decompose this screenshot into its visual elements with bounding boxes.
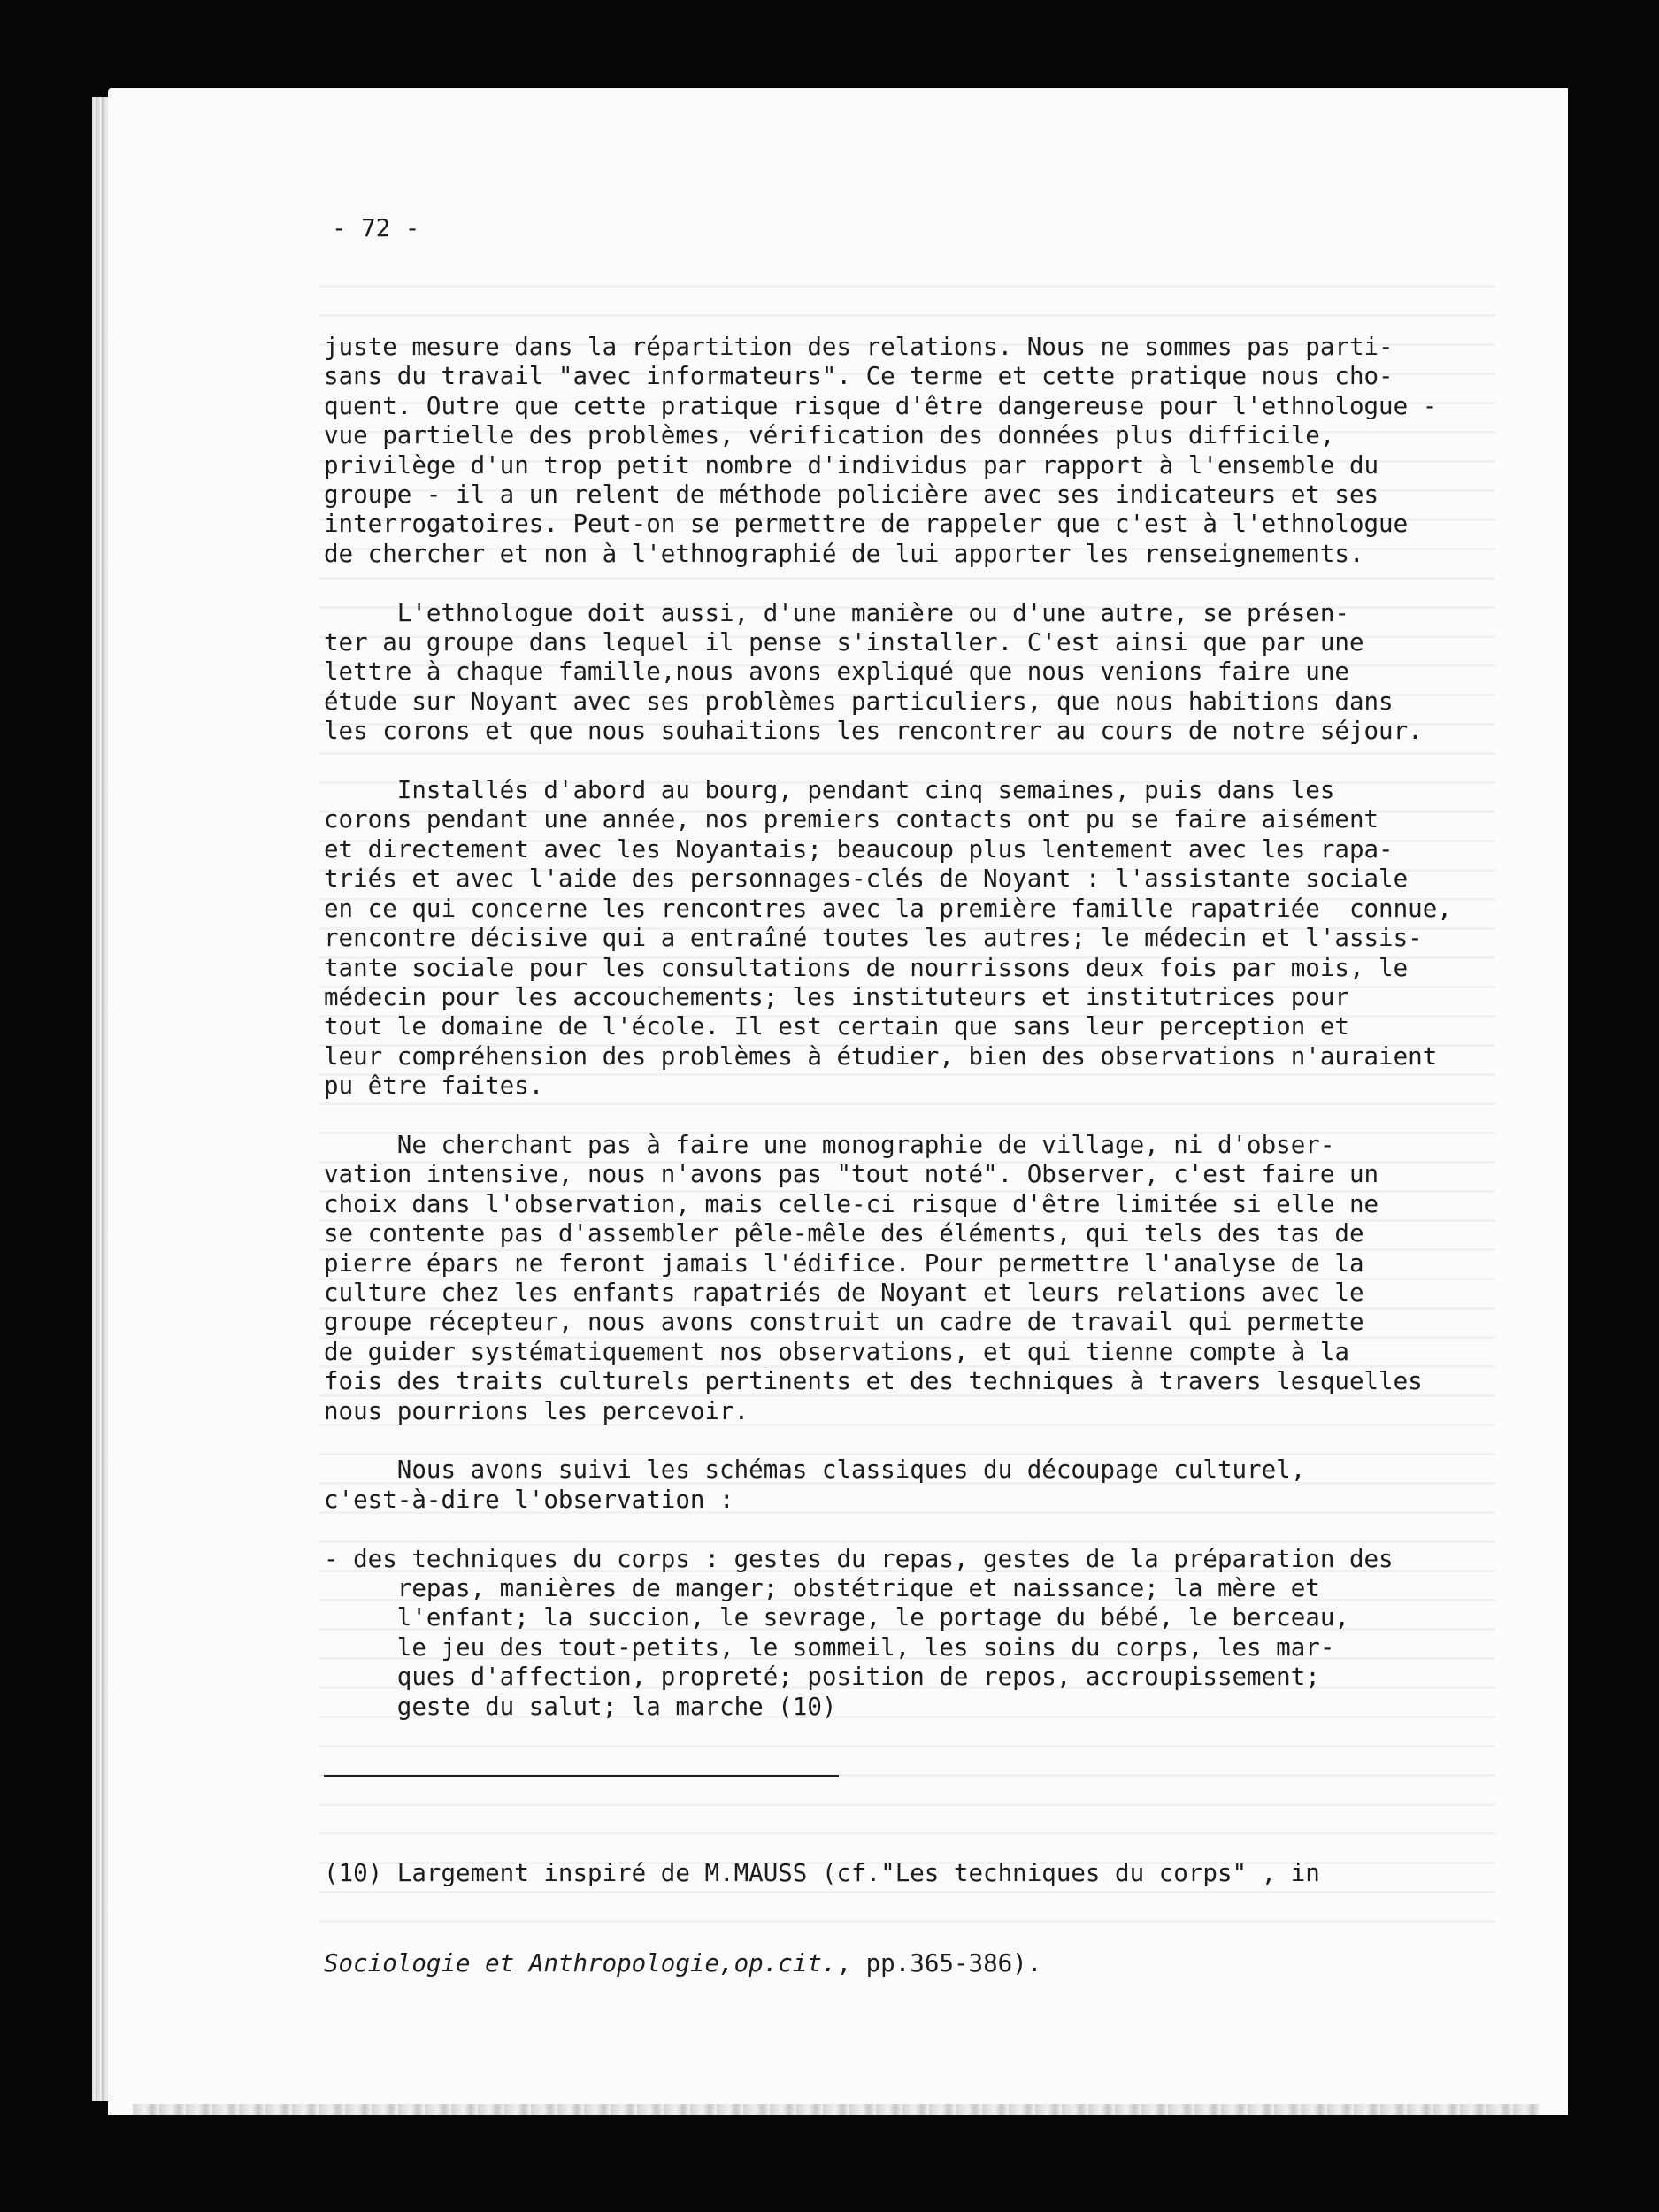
footnote-pages: , pp.365-386). <box>836 1949 1042 1978</box>
footnote-separator <box>324 1775 839 1777</box>
text-line: fois des traits culturels pertinents et des techniques à travers lesquelles <box>324 1367 1423 1396</box>
main-text-body <box>324 333 1452 1722</box>
paragraph-gap <box>324 1426 1452 1455</box>
text-line: c'est-à-dire l'observation : <box>324 1485 734 1514</box>
paragraph-gap <box>324 569 1452 598</box>
text-line: médecin pour les accouchements; les instituteurs et institutrices pour <box>324 982 1349 1011</box>
text-line: groupe récepteur, nous avons construit un cadre de travail qui permette <box>324 1308 1364 1337</box>
text-line: étude sur Noyant avec ses problèmes particuliers, que nous habitions dans <box>324 687 1394 716</box>
text-line: corons pendant une année, nos premiers contacts ont pu se faire aisément <box>324 805 1379 834</box>
paragraph-gap <box>324 1102 1452 1131</box>
footnote-line-2 <box>324 1948 1320 1978</box>
text-line: culture chez les enfants rapatriés de Noyant et leurs relations avec le <box>324 1278 1364 1307</box>
text-line: pu être faites. <box>324 1071 544 1101</box>
text-line: sans du travail "avec informateurs". Ce terme et cette pratique nous cho- <box>324 362 1394 391</box>
text-line: tante sociale pour les consultations de nourrissons deux fois par mois, le <box>324 953 1409 982</box>
text-line: groupe - il a un relent de méthode policière avec ses indicateurs et ses <box>324 480 1379 510</box>
text-line: lettre à chaque famille,nous avons expliqué que nous venions faire une <box>324 657 1349 687</box>
text-line: repas, manières de manger; obstétrique et naissance; la mère et <box>324 1573 1320 1602</box>
text-line: de chercher et non à l'ethnographié de lui apporter les renseignements. <box>324 539 1364 568</box>
text-line: quent. Outre que cette pratique risque d'être dangereuse pour l'ethnologue - <box>324 391 1438 420</box>
text-line: Ne cherchant pas à faire une monographie de village, ni d'obser- <box>324 1130 1335 1159</box>
footnote <box>324 1798 1320 2039</box>
text-line: leur compréhension des problèmes à étudier, bien des observations n'auraient <box>324 1041 1438 1071</box>
text-line: Installés d'abord au bourg, pendant cinq semaines, puis dans les <box>324 776 1335 805</box>
text-line: ter au groupe dans lequel il pense s'installer. C'est ainsi que par une <box>324 628 1364 657</box>
paragraph-gap <box>324 1515 1452 1544</box>
text-line: rencontre décisive qui a entraîné toutes les autres; le médecin et l'assis- <box>324 924 1423 953</box>
text-line: L'ethnologue doit aussi, d'une manière ou d'une autre, se présen- <box>324 598 1349 627</box>
footnote-opcit-italic: op.cit. <box>733 1949 837 1978</box>
text-line: le jeu des tout-petits, le sommeil, les soins du corps, les mar- <box>324 1632 1335 1662</box>
text-line: ques d'affection, propreté; position de repos, accroupissement; <box>324 1663 1320 1692</box>
text-line: et directement avec les Noyantais; beaucoup plus lentement avec les rapa- <box>324 834 1394 864</box>
paragraph-gap <box>324 747 1452 776</box>
page-number: - 72 - <box>332 214 420 242</box>
page-bottom-edge <box>133 2104 1540 2115</box>
text-line: triés et avec l'aide des personnages-clés de Noyant : l'assistante sociale <box>324 864 1409 894</box>
text-line: geste du salut; la marche (10) <box>324 1692 837 1721</box>
text-line: pierre épars ne feront jamais l'édifice. Pour permettre l'analyse de la <box>324 1248 1364 1278</box>
text-line: interrogatoires. Peut-on se permettre de rappeler que c'est à l'ethnologue <box>324 510 1409 539</box>
text-line: vue partielle des problèmes, vérification des données plus difficile, <box>324 421 1335 450</box>
text-line: privilège d'un trop petit nombre d'individus par rapport à l'ensemble du <box>324 450 1379 480</box>
text-line: les corons et que nous souhaitions les rencontrer au cours de notre séjour. <box>324 717 1423 746</box>
text-line: vation intensive, nous n'avons pas "tout noté". Observer, c'est faire un <box>324 1160 1379 1189</box>
text-line: nous pourrions les percevoir. <box>324 1396 749 1425</box>
text-line: tout le domaine de l'école. Il est certain que sans leur perception et <box>324 1012 1349 1041</box>
text-line: se contente pas d'assembler pêle-mêle des éléments, qui tels des tas de <box>324 1219 1364 1248</box>
text-line: en ce qui concerne les rencontres avec la première famille rapatriée connue, <box>324 894 1452 923</box>
text-line: Nous avons suivi les schémas classiques du découpage culturel, <box>324 1455 1306 1485</box>
text-line: l'enfant; la succion, le sevrage, le portage du bébé, le berceau, <box>324 1603 1349 1632</box>
text-line: juste mesure dans la répartition des relations. Nous ne sommes pas parti- <box>324 333 1394 361</box>
text-line: - des techniques du corps : gestes du repas, gestes de la préparation des <box>324 1544 1394 1573</box>
text-line: de guider systématiquement nos observations, et qui tienne compte à la <box>324 1337 1349 1366</box>
footnote-title-italic: Sociologie et Anthropologie, <box>324 1949 734 1978</box>
footnote-line-1: (10) Largement inspiré de M.MAUSS (cf."Les techniques du corps" , in <box>324 1859 1320 1887</box>
text-line: choix dans l'observation, mais celle-ci risque d'être limitée si elle ne <box>324 1189 1379 1218</box>
